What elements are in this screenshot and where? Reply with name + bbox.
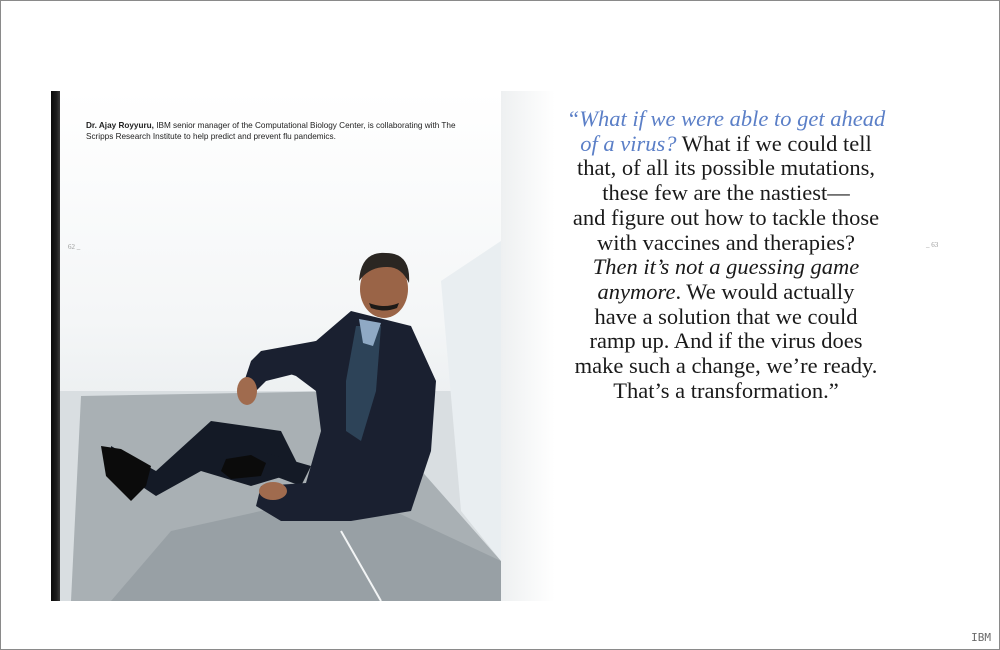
quote-line-11: make such a change, we’re ready. [574, 353, 878, 379]
binding-edge [51, 91, 60, 601]
right-page [501, 91, 951, 601]
page-number-left: 62 _ [68, 243, 81, 251]
left-page [51, 91, 501, 601]
photo-caption [86, 120, 456, 142]
quote-line-4: these few are the nastiest— [602, 180, 850, 206]
quote-line-9: have a solution that we could [594, 303, 858, 329]
quote-line-2-italic: of a virus? [580, 130, 677, 156]
quote-line-8 [501, 280, 951, 305]
quote-line-8-rest: . We would actually [675, 278, 855, 304]
quote-line-12: That’s a transformation.” [613, 377, 839, 403]
quote-line-3: that, of all its possible mutations, [576, 155, 876, 181]
magazine-spread [51, 91, 951, 601]
quote-line-2 [501, 132, 951, 157]
caption-name: Dr. Ajay Royyuru, [86, 121, 154, 131]
ibm-watermark: IBM [971, 631, 991, 644]
quote-line-1: “What if we were able to get ahead [566, 106, 886, 131]
pull-quote [501, 107, 951, 403]
quote-line-2-rest: What if we could tell [676, 130, 872, 156]
portrait-photo [51, 91, 501, 601]
page-number-right: _ 63 [926, 241, 939, 249]
quote-line-8-italic: anymore [597, 278, 676, 304]
caption-text: IBM senior manager of the Computational Biology Center, is collaborating with The Scripps Research Institute to help predict and prevent flu pandemics. [86, 121, 456, 142]
quote-line-10: ramp up. And if the virus does [589, 328, 863, 354]
quote-line-7: Then it’s not a guessing game [592, 254, 860, 280]
quote-line-6: with vaccines and therapies? [596, 229, 855, 255]
quote-line-5: and figure out how to tackle those [572, 204, 880, 230]
